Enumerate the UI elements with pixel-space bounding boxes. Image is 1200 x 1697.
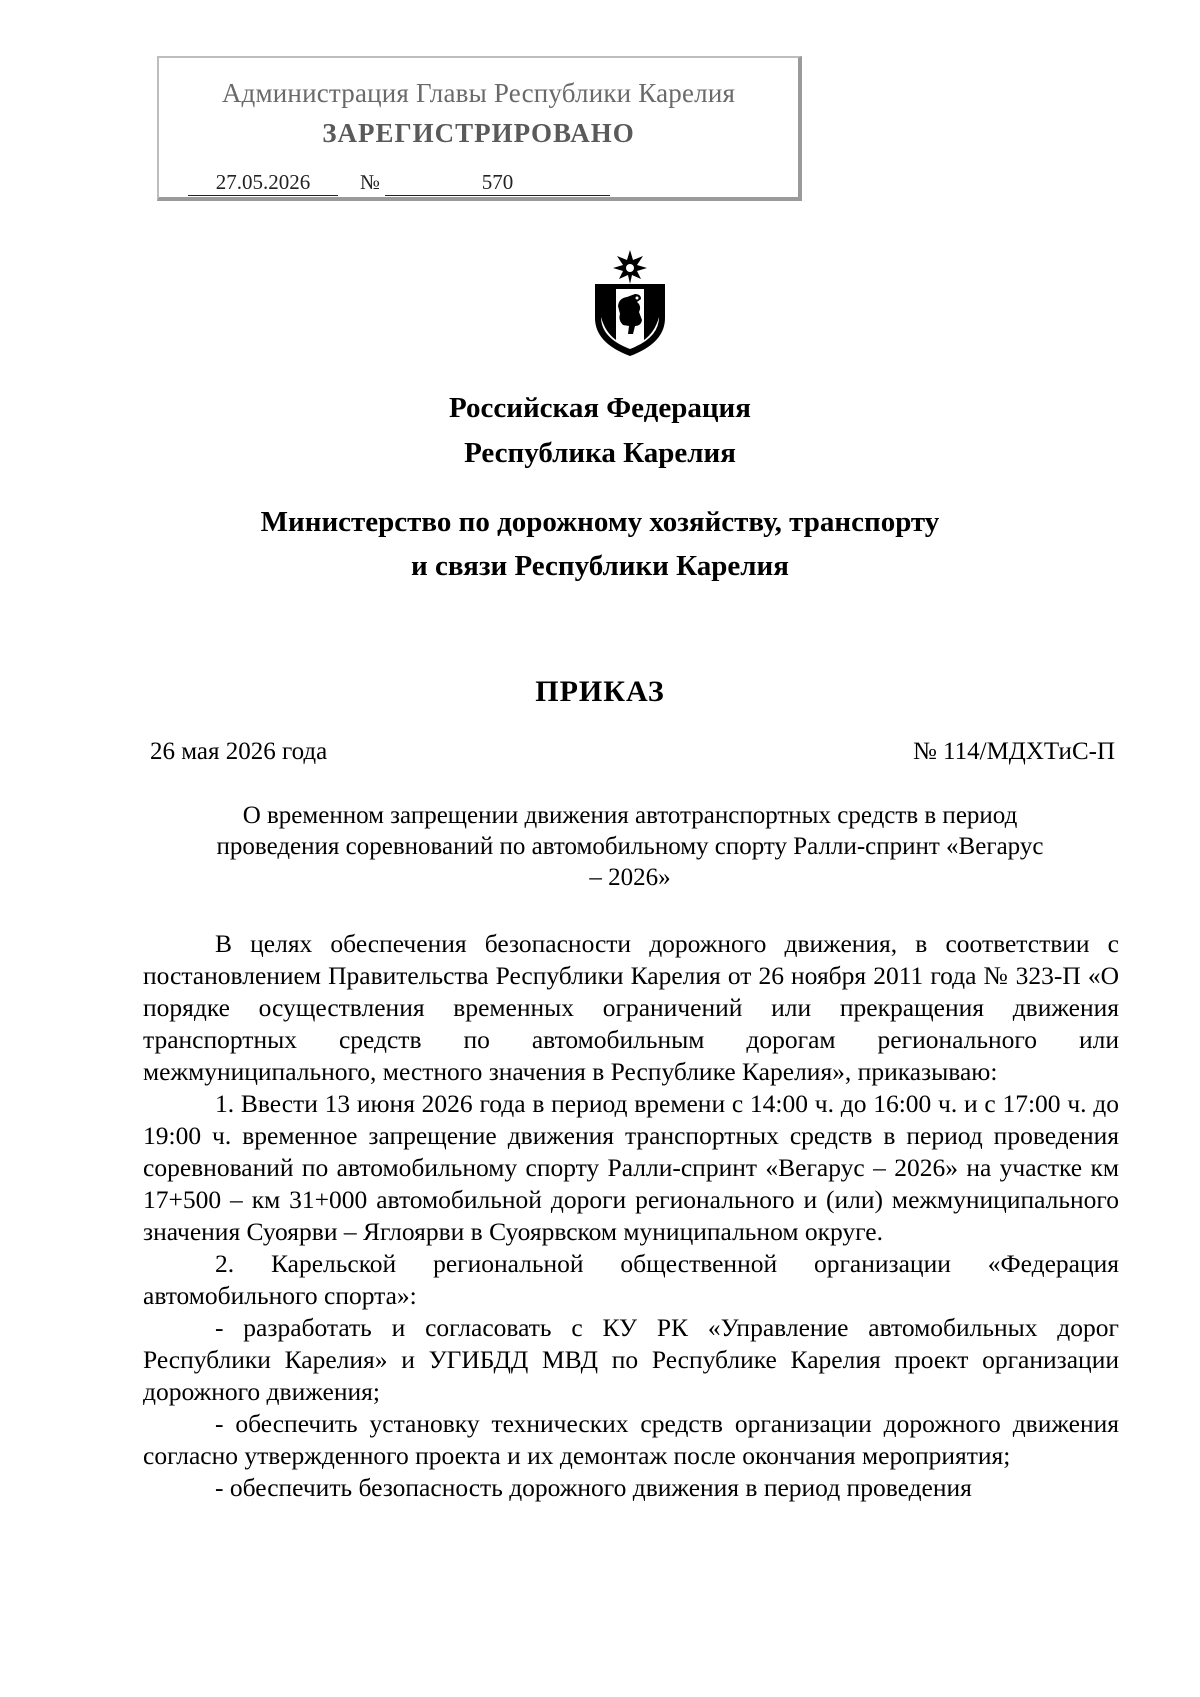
body-paragraph: 2. Карельской региональной общественной организации «Федерация автомобильного спорта»: [143, 1249, 1119, 1310]
star-icon [613, 250, 647, 284]
stamp-status: ЗАРЕГИСТРИРОВАНО [322, 118, 635, 148]
document-number: № 114/МДХТиС-П [912, 738, 1115, 765]
stamp-organization: Администрация Главы Республики Карелия [221, 78, 736, 108]
body-paragraph: - обеспечить безопасность дорожного движения в период проведения [215, 1473, 972, 1502]
ministry-name-line1: Министерство по дорожному хозяйству, транспорту [260, 506, 940, 538]
ministry-name-line2: и связи Республики Карелия [411, 550, 789, 582]
document-subject: О временном запрещении движения автотранспортных средств в период проведения соревнований по автомобильному спорту Ралли-спринт «Вегарус – 2026» [216, 802, 1044, 891]
document-date: 26 мая 2026 года [150, 738, 328, 765]
body-paragraph: - разработать и согласовать с КУ РК «Управление автомобильных дорог Республики Карелия» и УГИБДД МВД по Республике Карелия проект организации дорожного движения; [143, 1313, 1119, 1406]
republic-name: Республика Карелия [464, 437, 736, 469]
body-paragraph: 1. Ввести 13 июня 2026 года в период времени с 14:00 ч. до 16:00 ч. и с 17:00 ч. до 19:00 ч. временное запрещение движения транспортных средств в период проведения соревнований по автомобильному спорту Ралли-спринт «Вегарус – 2026» на участке км 17+500 – км 31+000 автомобильной дороги регионального и (или) межмуниципального значения Суоярви – Яглоярви в Суоярвском муниципальном округе. [143, 1089, 1119, 1246]
coat-of-arms-icon [585, 248, 675, 360]
document-body [143, 928, 1119, 1504]
document-type: ПРИКАЗ [535, 675, 665, 708]
country-name: Российская Федерация [449, 392, 751, 424]
body-paragraph: В целях обеспечения безопасности дорожного движения, в соответствии с постановлением Правительства Республики Карелия от 26 ноября 2011 года № 323-П «О порядке осуществления временных ограничений или прекращения движения транспортных средств по автомобильным дорогам регионального или межмуниципального, местного значения в Республике Карелия», приказываю: [143, 929, 1119, 1086]
body-paragraph: - обеспечить установку технических средств организации дорожного движения согласно утвержденного проекта и их демонтаж после окончания мероприятия; [143, 1409, 1119, 1470]
stamp-number-label: № [360, 170, 381, 194]
stamp-registration-number: 570 [385, 170, 610, 196]
stamp-registration-date: 27.05.2026 [188, 170, 338, 196]
